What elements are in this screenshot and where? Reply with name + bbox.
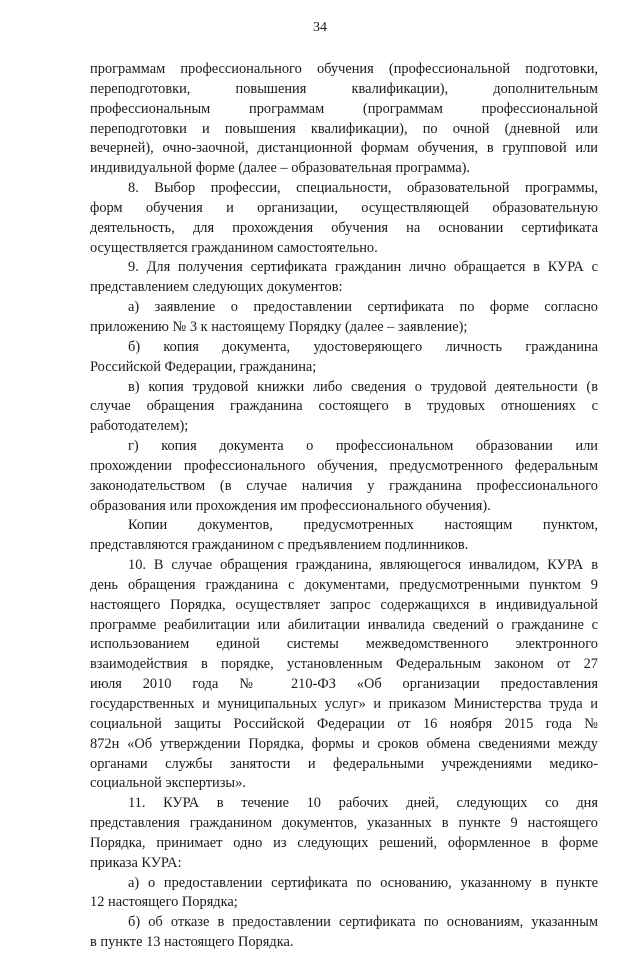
document-body (90, 60, 598, 953)
text-line: 9. Для получения сертификата гражданин лично обращается в КУРА с (128, 259, 598, 276)
text-line: государственных и муниципальных услуг» и приказом Министерства труда и (90, 696, 598, 712)
text-line: индивидуальной форме (далее – образовательная программа). (90, 160, 470, 177)
text-line: 11. КУРА в течение 10 рабочих дней, следующих со дня (128, 795, 598, 812)
text-line: в) копия трудовой книжки либо сведения о трудовой деятельности (в (128, 378, 598, 395)
text-line: 8. Выбор профессии, специальности, образовательной программы, (128, 180, 598, 197)
text-line: законодательством (в случае наличия у гражданина профессионального (90, 477, 598, 494)
text-line: Копии документов, предусмотренных настоящим пунктом, (128, 517, 598, 534)
text-line: представлением следующих документов: (90, 279, 343, 296)
text-line: день обращения гражданина с документами, предусмотренными пунктом 9 (90, 576, 598, 593)
text-line: г) копия документа о профессиональном образовании или (128, 438, 598, 455)
text-line: форм обучения и организации, осуществляющей образовательную (90, 199, 598, 216)
text-line: взаимодействия в порядке, установленным Федеральным законом от 27 (90, 656, 598, 673)
text-line: переподготовки и повышения квалификации), по очной (дневной или (90, 120, 598, 137)
text-line: Порядка, принимает одно из следующих решений, оформленное в форме (90, 834, 598, 851)
text-line: деятельность, для прохождения обучения на основании сертификата (90, 219, 598, 236)
text-line: приложению № 3 к настоящему Порядку (далее – заявление); (90, 318, 468, 335)
text-line: использованием единой системы межведомственного электронного (90, 636, 598, 653)
text-line: 872н «Об утверждении Порядка, формы и сроков обмена сведениями между (90, 735, 598, 752)
text-line: в пункте 13 настоящего Порядка. (90, 934, 294, 951)
text-line: социальной экспертизы». (90, 775, 246, 792)
text-line: 10. В случае обращения гражданина, являющегося инвалидом, КУРА в (128, 557, 598, 574)
text-line: а) о предоставлении сертификата по основанию, указанному в пункте (128, 874, 598, 891)
text-line: работодателем); (90, 418, 189, 435)
text-line: настоящего Порядка, осуществляет запрос содержащихся в индивидуальной (90, 596, 598, 613)
text-line: социальной защиты Российской Федерации от 16 ноября 2015 года № (90, 715, 598, 732)
text-line: Российской Федерации, гражданина; (90, 358, 317, 375)
text-line: 12 настоящего Порядка; (90, 894, 238, 911)
text-line: программе реабилитации или абилитации инвалида сведений о гражданине с (90, 616, 598, 633)
page-number: 34 (313, 20, 327, 35)
text-line: б) об отказе в предоставлении сертификата по основаниям, указанным (128, 914, 598, 931)
text-line: представляются гражданином с предъявлением подлинников. (90, 537, 469, 554)
text-line: случае обращения гражданина состоящего в трудовых отношениях с (90, 398, 598, 415)
text-line: программам профессионального обучения (профессиональной подготовки, (90, 61, 598, 77)
text-line: приказа КУРА: (90, 854, 182, 871)
text-line: а) заявление о предоставлении сертификата по форме согласно (128, 299, 598, 316)
text-line: осуществляется гражданином самостоятельно. (90, 239, 378, 256)
text-line: представления гражданином документов, указанных в пункте 9 настоящего (90, 815, 598, 832)
text-line: прохождении профессионального обучения, предусмотренного федеральным (90, 457, 598, 474)
text-line: образования или прохождения им профессионального обучения). (90, 497, 491, 514)
text-line: б) копия документа, удостоверяющего личность гражданина (128, 338, 598, 355)
text-line: органами службы занятости и федеральными учреждениями медико- (90, 755, 598, 772)
text-line: переподготовки, повышения квалификации), дополнительным (90, 80, 598, 97)
text-line: июля 2010 года № 210-ФЗ «Об организации предоставления (90, 676, 598, 693)
text-line: вечерней), очно-заочной, дистанционной формам обучения, в групповой или (90, 140, 598, 157)
text-line: профессиональным программам (программам профессиональной (90, 100, 598, 117)
